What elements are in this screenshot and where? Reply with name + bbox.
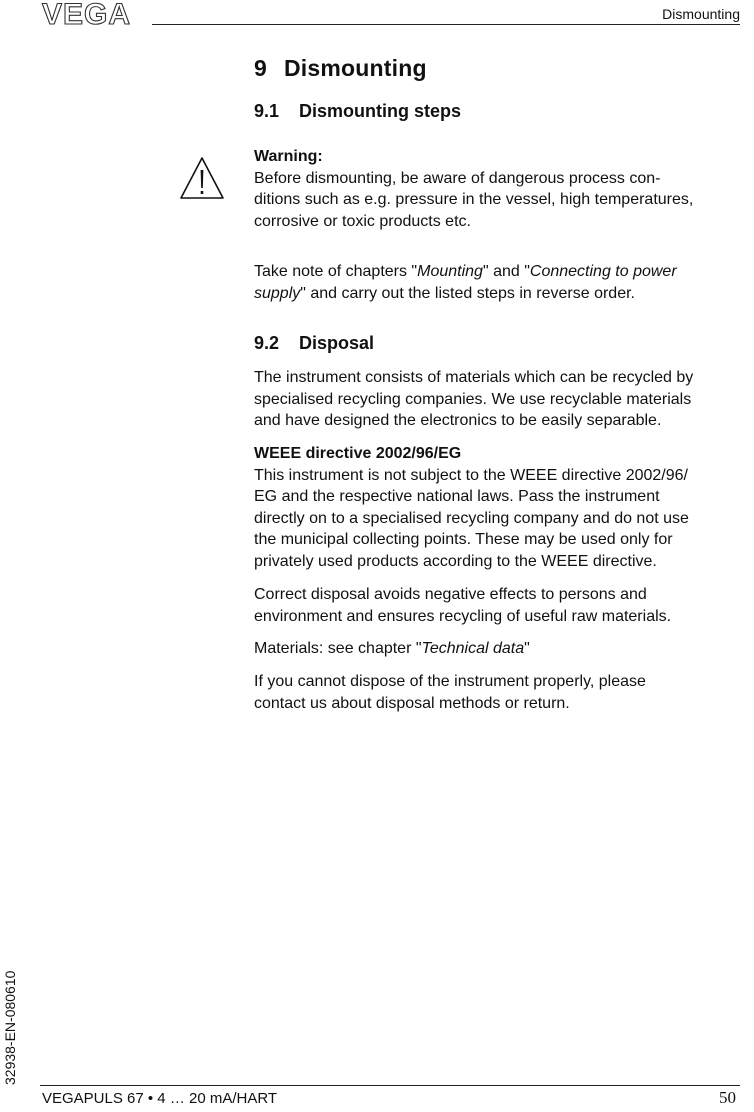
running-header-title: Dismounting xyxy=(662,6,740,22)
chapter-number: 9 xyxy=(254,55,267,81)
warning-line-3: corrosive or toxic products etc. xyxy=(254,212,471,230)
warning-triangle-icon xyxy=(178,155,226,201)
page-number: 50 xyxy=(719,1088,736,1107)
warning-line-1: Before dismounting, be aware of dangerous process con- xyxy=(254,169,661,187)
contact-paragraph xyxy=(254,671,748,714)
warning-label: Warning: xyxy=(254,148,323,165)
materials-paragraph: Materials: see chapter "Technical data" xyxy=(254,640,530,657)
correct-line: environment and ensures recycling of useful raw materials. xyxy=(254,607,672,625)
intro-line: The instrument consists of materials which can be recycled by xyxy=(254,369,694,386)
header-rule xyxy=(152,24,740,25)
power-supply-chapter-reference: Connecting to power xyxy=(529,263,677,280)
weee-line: directly on to a specialised recycling company and do not use xyxy=(254,509,689,527)
document-code: 32938-EN-080610 xyxy=(2,970,18,1085)
weee-line: the municipal collecting points. These may be used only for xyxy=(254,531,673,548)
chapter-heading xyxy=(254,55,427,82)
weee-heading: WEEE directive 2002/96/EG xyxy=(254,445,462,462)
section-number: 9.1 xyxy=(254,101,280,121)
section-heading-disposal xyxy=(254,333,374,354)
note-line-2: supply" and carry out the listed steps in reverse order. xyxy=(254,284,635,302)
weee-line: This instrument is not subject to the WEEE directive 2002/96/ xyxy=(254,466,688,484)
contact-line: If you cannot dispose of the instrument properly, please xyxy=(254,673,646,690)
note-line-1: Take note of chapters "Mounting" and "Connecting to power xyxy=(254,263,677,280)
warning-line-2: ditions such as e.g. pressure in the vessel, high temperatures, xyxy=(254,191,694,208)
section-title: Disposal xyxy=(299,333,375,353)
intro-line: specialised recycling companies. We use recyclable materials xyxy=(254,390,692,408)
contact-line: contact us about disposal methods or return. xyxy=(254,694,570,712)
correct-disposal-paragraph xyxy=(254,584,748,627)
section-title: Dismounting steps xyxy=(299,101,462,121)
section-heading-dismounting-steps xyxy=(254,101,461,122)
vega-logo xyxy=(40,0,148,28)
power-supply-chapter-reference-cont: supply xyxy=(254,284,301,302)
warning-block xyxy=(254,146,748,232)
section-number: 9.2 xyxy=(254,333,280,353)
weee-line: privately used products according to the WEEE directive. xyxy=(254,552,657,570)
correct-line: Correct disposal avoids negative effects to persons and xyxy=(254,586,647,603)
chapter-title: Dismounting xyxy=(284,55,427,81)
footer-product: VEGAPULS 67 • 4 … 20 mA/HART xyxy=(42,1090,278,1107)
intro-line: and have designed the electronics to be easily separable. xyxy=(254,412,662,429)
weee-line: EG and the respective national laws. Pass the instrument xyxy=(254,488,660,505)
mounting-chapter-reference: Mounting xyxy=(417,263,483,280)
disposal-intro xyxy=(254,367,748,432)
technical-data-reference: Technical data xyxy=(421,640,525,657)
weee-block xyxy=(254,443,748,572)
footer-rule xyxy=(40,1085,740,1086)
svg-text:VEGA: VEGA xyxy=(42,0,132,28)
reverse-order-note xyxy=(254,261,748,304)
